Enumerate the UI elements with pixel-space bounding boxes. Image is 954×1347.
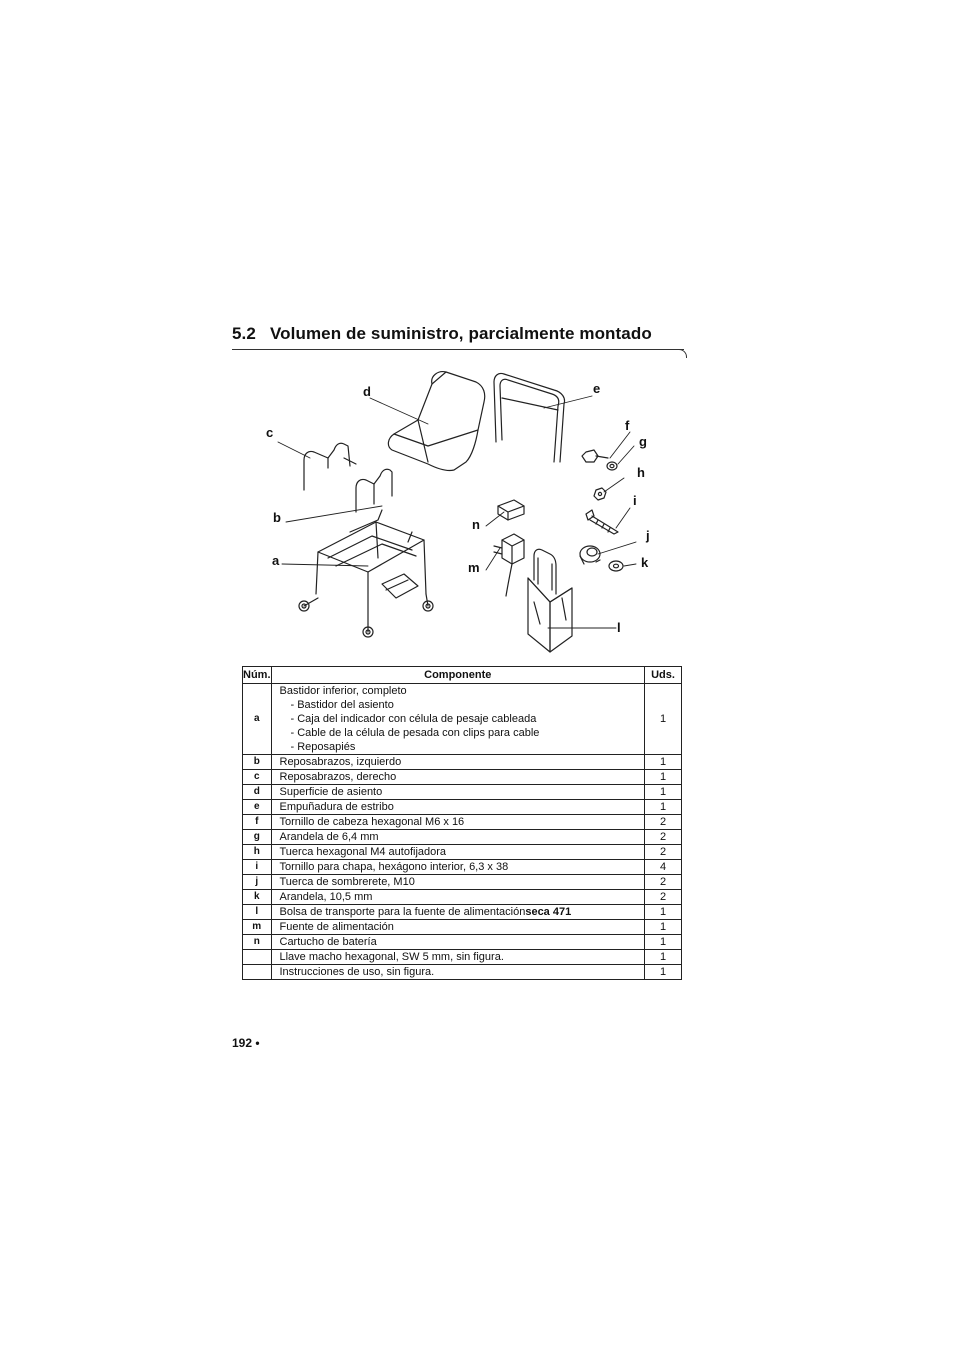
- figure-label-a: a: [272, 553, 280, 568]
- row-num: h: [243, 845, 272, 860]
- component-subitem: - Bastidor del asiento: [290, 699, 394, 711]
- component-text: Reposabrazos, derecho: [279, 771, 397, 783]
- row-num: n: [243, 935, 272, 950]
- component-text: Reposabrazos, izquierdo: [279, 756, 402, 768]
- row-num: d: [243, 785, 272, 800]
- row-num: j: [243, 875, 272, 890]
- heading-rule: [232, 349, 684, 350]
- table-row: [243, 845, 682, 860]
- section-title: Volumen de suministro, parcialmente montado: [270, 324, 652, 343]
- figure-label-b: b: [273, 510, 281, 525]
- armrest-left-drawing: [356, 469, 392, 512]
- component-text: Fuente de alimentación: [279, 921, 394, 933]
- row-num: m: [243, 920, 272, 935]
- row-component: [271, 935, 645, 950]
- sheet-metal-screw-drawing: [586, 510, 618, 534]
- table-row: [243, 950, 682, 965]
- hex-nut-drawing: [594, 488, 606, 500]
- row-component: [271, 770, 645, 785]
- washer-small-drawing: [607, 462, 617, 470]
- row-component: [271, 905, 645, 920]
- figure-label-i: i: [633, 493, 637, 508]
- table-row: [243, 965, 682, 980]
- row-component: [271, 920, 645, 935]
- row-qty: 2: [645, 845, 682, 860]
- row-qty: 1: [645, 905, 682, 920]
- component-text: Bolsa de transporte para la fuente de alimentación: [279, 906, 526, 918]
- carrying-bag-drawing: [528, 549, 572, 652]
- row-qty: 2: [645, 875, 682, 890]
- cap-nut-drawing: [580, 546, 600, 564]
- row-num: [243, 965, 272, 980]
- row-num: b: [243, 755, 272, 770]
- row-qty: 1: [645, 800, 682, 815]
- component-text: Tornillo para chapa, hexágono interior, 6,3 x 38: [279, 861, 509, 873]
- figure-label-m: m: [468, 560, 480, 575]
- hex-bolt-drawing: [582, 450, 608, 462]
- component-text: Tuerca hexagonal M4 autofijadora: [279, 846, 447, 858]
- table-row: [243, 770, 682, 785]
- component-text: Tuerca de sombrerete, M10: [279, 876, 415, 888]
- table-row: [243, 800, 682, 815]
- table-row: [243, 755, 682, 770]
- row-component: [271, 800, 645, 815]
- row-qty: 1: [645, 950, 682, 965]
- armrest-right-drawing: [304, 443, 356, 490]
- row-qty: 1: [645, 755, 682, 770]
- row-qty: 1: [645, 965, 682, 980]
- row-component: [271, 860, 645, 875]
- figure-label-d: d: [363, 384, 371, 399]
- table-row: [243, 860, 682, 875]
- section-heading: [232, 324, 652, 344]
- seat-surface-drawing: [388, 372, 484, 471]
- table-header-row: [243, 667, 682, 684]
- component-text: Empuñadura de estribo: [279, 801, 394, 813]
- row-num: f: [243, 815, 272, 830]
- row-component: [271, 965, 645, 980]
- row-component: [271, 830, 645, 845]
- row-qty: 1: [645, 684, 682, 755]
- figure-label-n: n: [472, 517, 480, 532]
- component-text: Superficie de asiento: [279, 786, 383, 798]
- figure-label-h: h: [637, 465, 645, 480]
- table-rows: [243, 755, 682, 980]
- component-text: Arandela de 6,4 mm: [279, 831, 379, 843]
- component-text: Cartucho de batería: [279, 936, 377, 948]
- row-component: [271, 950, 645, 965]
- washer-large-drawing: [609, 561, 623, 571]
- section-number: 5.2: [232, 324, 256, 343]
- row-component: [271, 684, 645, 755]
- figure-label-e: e: [593, 381, 601, 396]
- table-row: [243, 815, 682, 830]
- product-name: seca 471: [525, 906, 572, 918]
- table-row: [243, 905, 682, 920]
- table-row: [243, 830, 682, 845]
- component-text: Llave macho hexagonal, SW 5 mm, sin figura.: [279, 951, 504, 963]
- row-component: [271, 785, 645, 800]
- battery-cartridge-drawing: [498, 500, 524, 520]
- table-row: [243, 920, 682, 935]
- header-num: Núm.: [243, 667, 272, 684]
- component-text: Instrucciones de uso, sin figura.: [279, 966, 435, 978]
- page-number: 192 •: [232, 1036, 260, 1050]
- leader-lines: [278, 396, 636, 628]
- figure-label-f: f: [625, 418, 630, 433]
- lower-frame-drawing: [299, 510, 433, 637]
- parts-table: [242, 666, 682, 980]
- row-component: [271, 755, 645, 770]
- component-subitem: - Cable de la célula de pesada con clips para cable: [290, 727, 540, 739]
- row-component: [271, 815, 645, 830]
- row-qty: 1: [645, 785, 682, 800]
- heading-rule-corner: [676, 349, 687, 358]
- table-row: [243, 785, 682, 800]
- row-qty: 2: [645, 830, 682, 845]
- component-subitem: - Reposapiés: [290, 741, 356, 753]
- row-qty: 2: [645, 815, 682, 830]
- row-num: l: [243, 905, 272, 920]
- component-subitem: - Caja del indicador con célula de pesaje cableada: [290, 713, 537, 725]
- row-num: c: [243, 770, 272, 785]
- parts-illustration: [232, 362, 692, 662]
- power-supply-drawing: [494, 534, 524, 596]
- table-row: [243, 875, 682, 890]
- table-row: [243, 684, 682, 755]
- figure-label-c: c: [266, 425, 274, 440]
- row-num: g: [243, 830, 272, 845]
- figure-label-g: g: [639, 434, 647, 449]
- component-title: Bastidor inferior, completo: [279, 685, 407, 697]
- row-qty: 2: [645, 890, 682, 905]
- figure-label-j: j: [646, 528, 650, 543]
- stirrup-handle-drawing: [494, 373, 565, 462]
- row-component: [271, 875, 645, 890]
- figure-label-l: l: [617, 620, 621, 635]
- row-num: k: [243, 890, 272, 905]
- row-qty: 4: [645, 860, 682, 875]
- row-qty: 1: [645, 920, 682, 935]
- row-component: [271, 890, 645, 905]
- row-num: [243, 950, 272, 965]
- row-num: i: [243, 860, 272, 875]
- row-num: e: [243, 800, 272, 815]
- table-row: [243, 890, 682, 905]
- figure-label-k: k: [641, 555, 649, 570]
- row-component: [271, 845, 645, 860]
- table-row: [243, 935, 682, 950]
- component-text: Arandela, 10,5 mm: [279, 891, 373, 903]
- row-qty: 1: [645, 935, 682, 950]
- row-num: a: [243, 684, 272, 755]
- row-qty: 1: [645, 770, 682, 785]
- component-text: Tornillo de cabeza hexagonal M6 x 16: [279, 816, 465, 828]
- header-component: Componente: [271, 667, 645, 684]
- header-qty: Uds.: [645, 667, 682, 684]
